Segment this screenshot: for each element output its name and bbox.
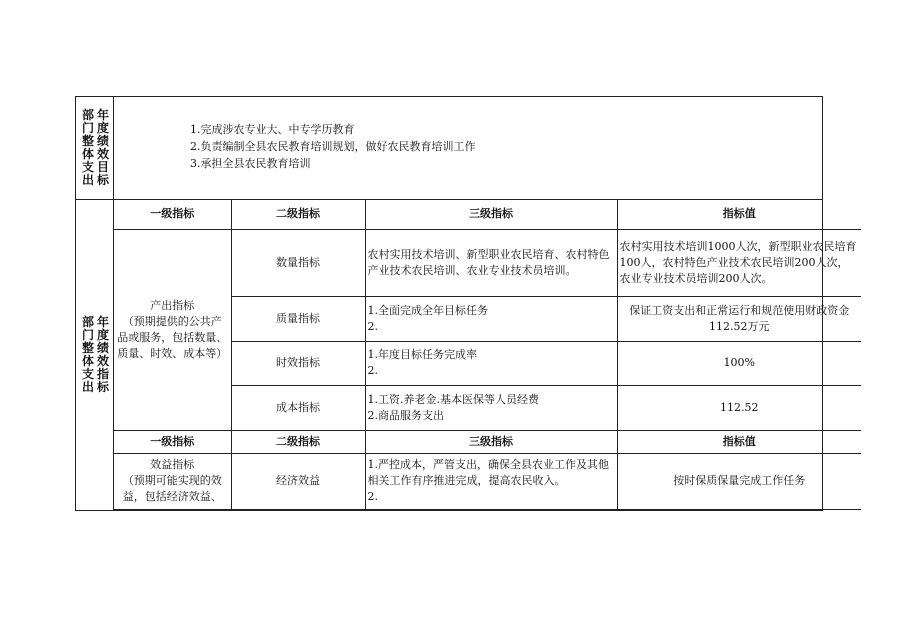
- col-header-value: 指标值: [617, 200, 861, 229]
- col-header-level2: 二级指标: [231, 430, 365, 453]
- level3-quality: 1.全面完成全年目标任务 2.: [365, 296, 617, 341]
- year-goal-label: 年 度 绩 效 目 标: [96, 108, 109, 187]
- dept-label: 部 门 整 体 支 出: [81, 108, 94, 187]
- value-timeliness: 100%: [617, 341, 861, 385]
- benefit-indicator-cell: 效益指标 （预期可能实现的效 益，包括经济效益、: [114, 453, 231, 509]
- goal-item-1: 1.完成涉农专业大、中专学历教育: [190, 123, 355, 136]
- level2-economic: 经济效益: [231, 453, 365, 509]
- col-header-level1: 一级指标: [114, 200, 231, 229]
- indicator-table: [114, 200, 861, 510]
- header-row: [114, 200, 861, 229]
- goal-item-3: 3.承担全县农民教育培训: [190, 157, 311, 170]
- col-header-level3: 三级指标: [365, 200, 617, 229]
- level3-quantity: 农村实用技术培训、新型职业农民培育、农村特色产业技术农民培训、农业专业技术员培训。: [365, 229, 617, 296]
- goals-label-cell: [76, 97, 114, 199]
- output-indicator-cell: 产出指标 （预期提供的公共产 品或服务，包括数量、 质量、时效、成本等）: [114, 229, 231, 430]
- col-header-value: 指标值: [617, 430, 861, 453]
- goals-list: [190, 121, 818, 172]
- col-header-level1: 一级指标: [114, 430, 231, 453]
- level2-timeliness: 时效指标: [231, 341, 365, 385]
- goal-item-2: 2.负责编制全县农民教育培训规划，做好农民教育培训工作: [190, 140, 476, 153]
- indicators-section: [75, 199, 857, 511]
- value-cost: 112.52: [617, 385, 861, 430]
- level2-quality: 质量指标: [231, 296, 365, 341]
- header-row: [114, 430, 861, 453]
- year-indicator-label: 年 度 绩 效 指 标: [96, 315, 109, 394]
- level3-timeliness: 1.年度目标任务完成率 2.: [365, 341, 617, 385]
- value-quantity: 农村实用技术培训1000人次，新型职业农民培育100人，农村特色产业技术农民培训200人次，农业专业技术员培训200人次。: [617, 229, 861, 296]
- level2-quantity: 数量指标: [231, 229, 365, 296]
- indicators-label-cell: [76, 200, 114, 510]
- col-header-level3: 三级指标: [365, 430, 617, 453]
- table-row: [114, 453, 861, 509]
- level2-cost: 成本指标: [231, 385, 365, 430]
- table-row: [114, 229, 861, 296]
- level3-cost: 1.工资.养老金.基本医保等人员经费 2.商品服务支出: [365, 385, 617, 430]
- value-economic: 按时保质保量完成工作任务: [617, 453, 861, 509]
- col-header-level2: 二级指标: [231, 200, 365, 229]
- dept-label: 部 门 整 体 支 出: [81, 315, 94, 394]
- goals-section: [75, 96, 823, 200]
- level3-economic: 1.严控成本，严管支出，确保全县农业工作及其他相关工作有序推进完成，提高农民收入。 2.: [365, 453, 617, 509]
- value-quality: 保证工资支出和正常运行和规范使用财政资金112.52万元: [617, 296, 861, 341]
